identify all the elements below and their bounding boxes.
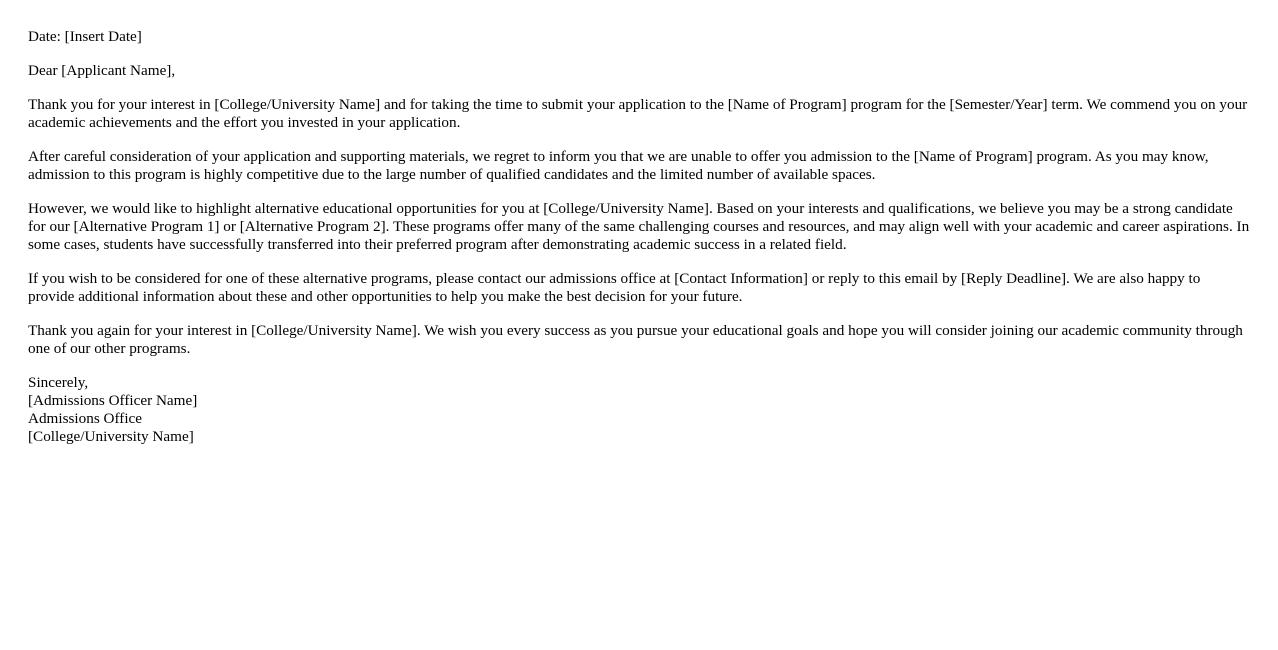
paragraph-gratitude: Thank you for your interest in [College/University Name] and for taking the time to submit your application to the [Name of Program] program for the [Semester/Year] term. We commend you on your academic achievements and the effort you invested in your application.	[28, 96, 1248, 131]
paragraph-decision: After careful consideration of your application and supporting materials, we regret to inform you that we are unable to offer you admission to the [Name of Program] program. As you may know, admission to this program is highly competitive due to the large number of qualified candidates and the limited number of available spaces.	[28, 148, 1209, 183]
letter-body	[28, 28, 1250, 446]
paragraph-closing: Thank you again for your interest in [College/University Name]. We wish you every success as you pursue your educational goals and hope you will consider joining our academic community through one of our other programs.	[28, 322, 1243, 357]
signature-block	[28, 374, 1250, 446]
paragraph-contact: If you wish to be considered for one of these alternative programs, please contact our admissions office at [Contact Information] or reply to this email by [Reply Deadline]. We are also happy to provide additional information about these and other opportunities to help you make the best decision for your future.	[28, 270, 1201, 305]
signature-closing: Sincerely,	[28, 374, 89, 391]
signature-office: Admissions Office	[28, 410, 143, 427]
paragraph-alternatives: However, we would like to highlight alternative educational opportunities for you at [College/University Name]. Based on your interests and qualifications, we believe you may be a strong candidate for our [Alternative Program 1] or [Alternative Program 2]. These programs offer many of the same challenging courses and resources, and may align well with your academic and career aspirations. In some cases, students have successfully transferred into their preferred program after demonstrating academic success in a related field.	[28, 200, 1250, 253]
signature-name: [Admissions Officer Name]	[28, 392, 198, 409]
date-line: Date: [Insert Date]	[28, 28, 142, 45]
salutation: Dear [Applicant Name],	[28, 62, 176, 79]
signature-institution: [College/University Name]	[28, 428, 194, 445]
